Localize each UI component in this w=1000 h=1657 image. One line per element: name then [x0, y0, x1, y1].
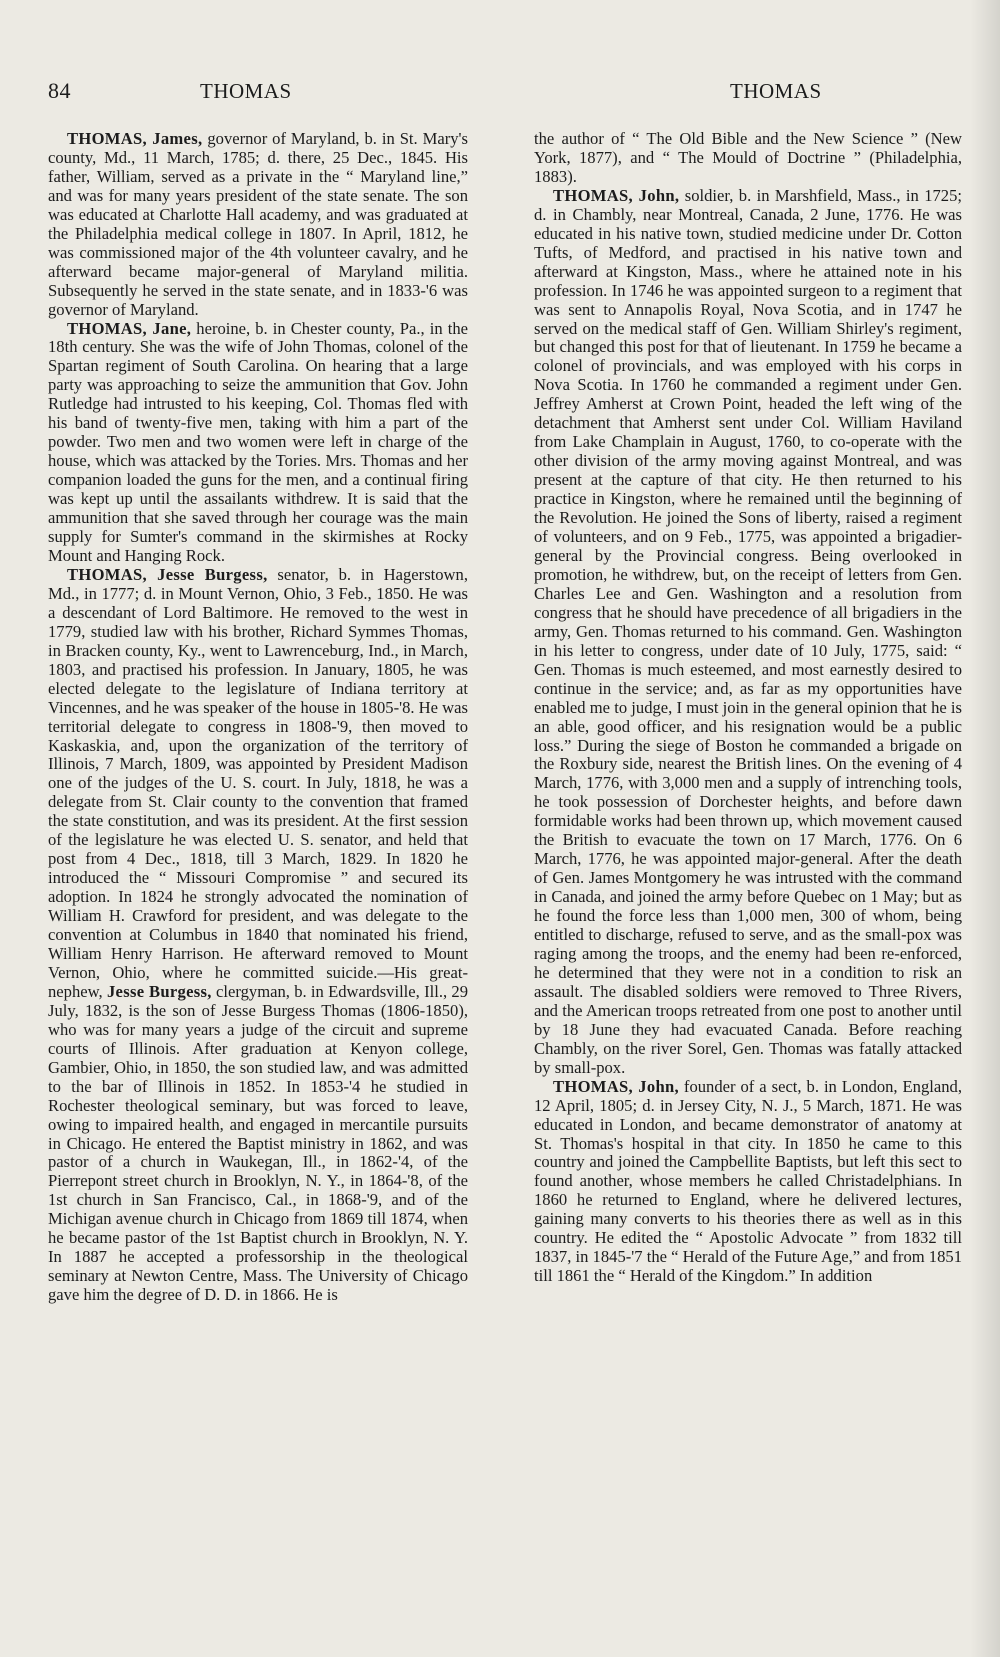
entry-sub-text: clergyman, b. in Edwardsville, Ill., 29 July, 1832, is the son of Jesse Burgess Thomas (1806-1850), who was for many years a judge of the circuit and supreme courts of Illinois. After graduation at Kenyon college, Gambier, Ohio, in 1850, the son studied law, and was admitted to the bar of Illinois in 1852. In 1853-'4 he studied in Rochester theological seminary, but was forced to leave, owing to impaired health, and engaged in mercantile pursuits in Chicago. He entered the Baptist ministry in 1862, and was pastor of a church in Waukegan, Ill., in 1862-'4, of the Pierrepont street church in Brooklyn, N. Y., in 1864-'8, of the 1st church in San Francisco, Cal., in 1868-'9, and of the Michigan avenue church in Chicago from 1869 till 1874, when he became pastor of the 1st Baptist church in Brooklyn, N. Y. In 1887 he accepted a professorship in the theological seminary at Newton Centre, Mass. The University of Chicago gave him the degree of D. D. in 1866. He is: [48, 981, 468, 1305]
entry-text: senator, b. in Hagerstown, Md., in 1777; d. in Mount Vernon, Ohio, 3 Feb., 1850. He was a descendant of Lord Baltimore. He removed to the west in 1779, studied law with his brother, Richard Symmes Thomas, in Bracken county, Ky., went to Lawrenceburg, Ind., in March, 1803, and practised his profession. In January, 1805, he was elected delegate to the legislature of Indiana territory at Vincennes, and he was speaker of the house in 1805-'8. He was territorial delegate to congress in 1808-'9, then moved to Kaskaskia, and, upon the organization of the territory of Illinois, 7 March, 1809, was appointed by President Madison one of the judges of the U. S. court. In July, 1818, he was a delegate from St. Clair county to the convention that framed the state constitution, and was its president. At the first session of the legislature he was elected U. S. senator, and held that post from 4 Dec., 1818, till 3 March, 1829. In 1820 he introduced the “ Missouri Compromise ” and secured its adoption. In 1824 he strongly advocated the nomination of William H. Crawford for president, and was delegate to the convention at Columbus in 1840 that nominated his friend, William Henry Harrison. He afterward removed to Mount Vernon, Ohio, where he committed suicide.—His great-nephew,: [48, 564, 468, 1001]
entry-john-thomas-founder: [534, 1078, 962, 1286]
entry-headword: THOMAS, James,: [67, 129, 203, 148]
entry-headword: THOMAS, John,: [553, 185, 680, 205]
right-column: [534, 130, 962, 1305]
page-number: 84: [48, 78, 71, 103]
entry-headword: THOMAS, Jane,: [67, 318, 192, 338]
left-column: [48, 130, 468, 1305]
entry-headword: THOMAS, John,: [553, 1076, 679, 1096]
entry-text: soldier, b. in Marshfield, Mass., in 1725; d. in Chambly, near Montreal, Canada, 2 June, 1776. He was educated in his native town, studied medicine under Dr. Cotton Tufts, of Medford, and practised in his native town and afterward at Kingston, Mass., where he attained note in his profession. In 1746 he was appointed surgeon to a regiment that was sent to Annapolis Royal, Nova Scotia, and in 1747 he served on the medical staff of Gen. William Shirley's regiment, but changed this post for that of lieutenant. In 1759 he became a colonel of provincials, and was employed with his corps in Nova Scotia. In 1760 he commanded a regiment under Gen. Jeffrey Amherst at Crown Point, headed the left wing of the detachment that Amherst sent under Col. William Haviland from Lake Champlain in August, 1760, to co-operate with the other division of the army moving against Montreal, and was present at the capture of that city. He then returned to his practice in Kingston, where he remained until the beginning of the Revolution. He joined the Sons of liberty, raised a regiment of volunteers, and on 9 Feb., 1775, was appointed a brigadier-general by the Provincial congress. Being overlooked in promotion, he withdrew, but, on the receipt of letters from Gen. Charles Lee and Gen. Washington and a resolution from congress that he should have precedence of all brigadiers in the army, Gen. Thomas returned to his command. Gen. Washington in his letter to congress, under date of 10 July, 1775, said: “ Gen. Thomas is much esteemed, and most earnestly desired to continue in the service; and, as far as my opportunities have enabled me to judge, I must join in the general opinion that he is an able, good officer, and his resignation would be a public loss.” During the siege of Boston he commanded a brigade on the Roxbury side, nearest the British lines. On the evening of 4 March, 1776, with 3,000 men and a supply of intrenching tools, he took possession of Dorchester heights, and before dawn formidable works had been thrown up, which movement caused the British to evacuate the town on 17 March, 1776. On 6 March, 1776, he was appointed major-general. After the death of Gen. James Montgomery he was intrusted with the command in Canada, and joined the army before Quebec on 1 May; but as he found the force less than 1,000 men, 300 of whom, being entitled to discharge, refused to serve, and as the small-pox was raging among the troops, and the enemy had been re-enforced, he determined that they were not in a condition to risk an assault. The disabled soldiers were removed to Three Rivers, and the American troops retreated from one post to another until by 18 June they had evacuated Canada. Before reaching Chambly, on the river Sorel, Gen. Thomas was fatally attacked by small-pox.: [534, 185, 962, 1077]
running-head: [48, 78, 978, 112]
entry-headword: THOMAS, Jesse Burgess,: [67, 564, 268, 584]
entry-text: governor of Maryland, b. in St. Mary's county, Md., 11 March, 1785; d. there, 25 Dec., 1845. His father, William, served as a private in the “ Maryland line,” and was for many years president of the state senate. The son was educated at Charlotte Hall academy, and was graduated at the Philadelphia medical college in 1807. In April, 1812, he was commissioned major of the 4th volunteer cavalry, and he afterward became major-general of Maryland militia. Subsequently he served in the state senate, and in 1833-'6 was governor of Maryland.: [48, 129, 468, 319]
entry-john-thomas-soldier: [534, 187, 962, 1078]
running-head-right: THOMAS: [730, 79, 822, 103]
text-columns: [48, 130, 978, 1305]
entry-text: founder of a sect, b. in London, England, 12 April, 1805; d. in Jersey City, N. J., 5 March, 1871. He was educated in London, and became demonstrator of anatomy at St. Thomas's hospital in that city. In 1850 he came to this country and joined the Campbellite Baptists, but left this sect to found another, whose members he called Christadelphians. In 1860 he returned to England, where he delivered lectures, gaining many converts to his theories there as well as in this country. He edited the “ Apostolic Advocate ” from 1832 till 1837, in 1845-'7 the “ Herald of the Future Age,” and from 1851 till 1861 the “ Herald of the Kingdom.” In addition: [534, 1076, 962, 1286]
entry-continuation: [534, 130, 962, 187]
entry-jesse-burgess-thomas: [48, 566, 468, 1305]
running-head-left: THOMAS: [200, 79, 292, 103]
entry-james-thomas: [48, 130, 468, 320]
entry-text: the author of “ The Old Bible and the New Science ” (New York, 1877), and “ The Mould of Doctrine ” (Philadelphia, 1883).: [534, 129, 962, 186]
entry-jane-thomas: [48, 320, 468, 566]
entry-text: heroine, b. in Chester county, Pa., in the 18th century. She was the wife of John Thomas, colonel of the Spartan regiment of South Carolina. On hearing that a large party was approaching to seize the ammunition that Gov. John Rutledge had intrusted to his keeping, Col. Thomas fled with his band of twenty-five men, taking with him a part of the powder. Two men and two women were left in charge of the house, which was attacked by the Tories. Mrs. Thomas and her companion loaded the guns for the men, and a continual firing was kept up until the assailants withdrew. It is said that the ammunition that she saved through her courage was the main supply for Sumter's command in the skirmishes at Rocky Mount and Hanging Rock.: [48, 318, 469, 565]
entry-sub-headword: Jesse Burgess,: [106, 981, 212, 1001]
